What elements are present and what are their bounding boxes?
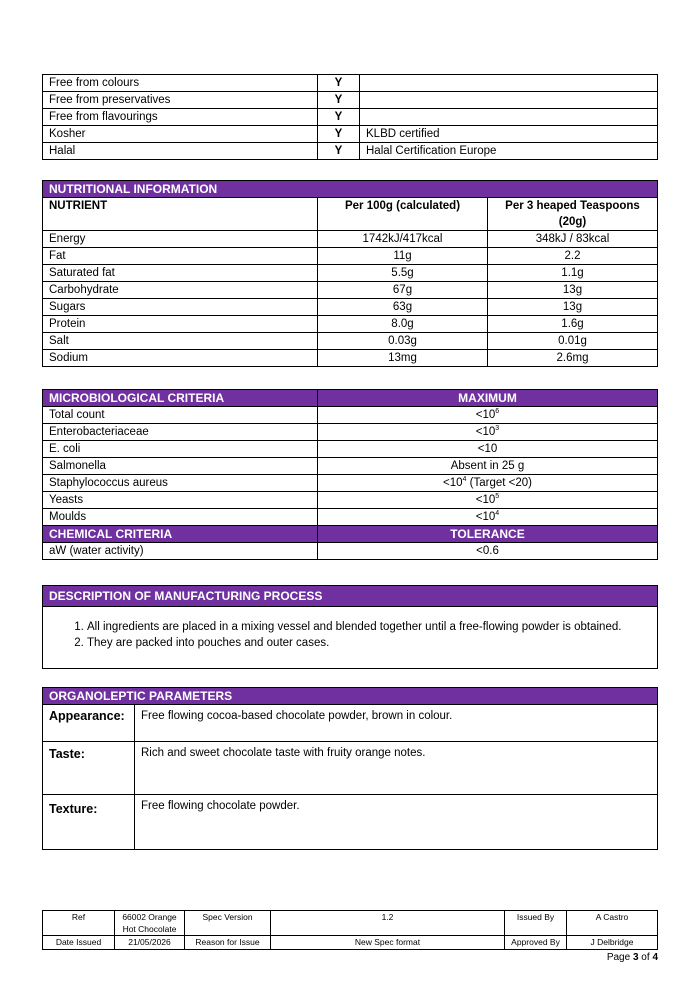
micro-name: Enterobacteriaceae <box>43 424 318 441</box>
nutrition-row <box>43 316 658 333</box>
micro-max-exp: 3 <box>495 425 500 433</box>
micro-table <box>42 389 658 560</box>
issued-by-label: Issued By <box>505 911 567 936</box>
nutrition-row <box>43 350 658 367</box>
micro-row <box>43 441 658 458</box>
nutrient-serving: 1.6g <box>488 316 658 333</box>
nutrient-name: Carbohydrate <box>43 282 318 299</box>
col-per100: Per 100g (calculated) <box>318 198 488 231</box>
approved-value: J Delbridge <box>567 936 658 950</box>
free-from-label: Free from flavourings <box>43 109 318 126</box>
free-from-note <box>360 75 658 92</box>
micro-col-max: MAXIMUM <box>318 390 658 407</box>
organoleptic-row <box>43 705 658 742</box>
free-from-note <box>360 109 658 126</box>
footer-row-1 <box>43 911 658 936</box>
micro-max-base: <10 <box>475 511 496 523</box>
spec-value: 1.2 <box>271 911 505 936</box>
free-from-label: Halal <box>43 143 318 160</box>
nutrition-column-headers <box>43 198 658 231</box>
micro-header-row <box>43 390 658 407</box>
date-label: Date Issued <box>43 936 115 950</box>
nutrient-per100: 11g <box>318 248 488 265</box>
nutrient-name: Sugars <box>43 299 318 316</box>
free-from-table <box>42 74 658 160</box>
organoleptic-label: Taste: <box>43 742 135 795</box>
micro-max-exp: 6 <box>495 408 500 416</box>
process-step: 2. They are packed into pouches and outer cases. <box>87 635 657 651</box>
nutrient-name: Energy <box>43 231 318 248</box>
nutrient-serving: 2.2 <box>488 248 658 265</box>
organoleptic-value: Rich and sweet chocolate taste with fruity orange notes. <box>135 742 658 795</box>
micro-max <box>318 458 658 475</box>
nutrient-name: Fat <box>43 248 318 265</box>
micro-name: Salmonella <box>43 458 318 475</box>
approved-label: Approved By <box>505 936 567 950</box>
footer-table <box>42 910 658 950</box>
nutrition-row <box>43 282 658 299</box>
page-total: 4 <box>652 952 658 963</box>
free-from-label: Kosher <box>43 126 318 143</box>
micro-name: Yeasts <box>43 492 318 509</box>
process-section <box>42 585 658 669</box>
nutrient-serving: 13g <box>488 282 658 299</box>
page-number <box>607 952 658 963</box>
micro-title: MICROBIOLOGICAL CRITERIA <box>43 390 318 407</box>
micro-max <box>318 475 658 492</box>
free-from-note <box>360 92 658 109</box>
micro-row <box>43 458 658 475</box>
ref-label: Ref <box>43 911 115 936</box>
nutrient-serving: 348kJ / 83kcal <box>488 231 658 248</box>
chem-col-tol: TOLERANCE <box>318 526 658 543</box>
chem-name: aW (water activity) <box>43 543 318 560</box>
free-from-flag: Y <box>318 109 360 126</box>
nutrition-row <box>43 248 658 265</box>
micro-name: E. coli <box>43 441 318 458</box>
micro-max-base: Absent in 25 g <box>450 460 525 472</box>
micro-max <box>318 407 658 424</box>
micro-max-base: <10 <box>443 477 463 489</box>
nutrient-serving: 2.6mg <box>488 350 658 367</box>
chem-row <box>43 543 658 560</box>
date-value: 21/05/2026 <box>115 936 185 950</box>
free-from-note: KLBD certified <box>360 126 658 143</box>
free-from-flag: Y <box>318 75 360 92</box>
free-from-label: Free from colours <box>43 75 318 92</box>
chem-value: <0.6 <box>318 543 658 560</box>
nutrition-row <box>43 231 658 248</box>
process-steps <box>43 619 657 651</box>
micro-max-base: <10 <box>475 409 496 421</box>
free-from-note: Halal Certification Europe <box>360 143 658 160</box>
free-from-row <box>43 126 658 143</box>
micro-row <box>43 424 658 441</box>
micro-row <box>43 509 658 526</box>
nutrient-name: Sodium <box>43 350 318 367</box>
nutrient-serving: 1.1g <box>488 265 658 282</box>
page-prefix: Page <box>606 952 633 963</box>
nutrient-per100: 8.0g <box>318 316 488 333</box>
chem-header-row <box>43 526 658 543</box>
reason-label: Reason for Issue <box>185 936 271 950</box>
organoleptic-label: Appearance: <box>43 705 135 742</box>
spec-label: Spec Version <box>185 911 271 936</box>
micro-max-base: <10 <box>475 426 496 438</box>
nutrient-name: Salt <box>43 333 318 350</box>
nutrient-per100: 63g <box>318 299 488 316</box>
nutrition-title: NUTRITIONAL INFORMATION <box>43 181 658 198</box>
organoleptic-table <box>42 687 658 850</box>
micro-name: Moulds <box>43 509 318 526</box>
nutrient-per100: 5.5g <box>318 265 488 282</box>
free-from-row <box>43 143 658 160</box>
nutrition-row <box>43 299 658 316</box>
organoleptic-row <box>43 742 658 795</box>
micro-max <box>318 441 658 458</box>
free-from-row <box>43 75 658 92</box>
footer-row-2 <box>43 936 658 950</box>
micro-max <box>318 424 658 441</box>
micro-max-exp: 4 <box>495 510 500 518</box>
col-nutrient: NUTRIENT <box>43 198 318 231</box>
micro-max-suffix: (Target <20) <box>466 477 532 489</box>
process-step: 1. All ingredients are placed in a mixing vessel and blended together until a free-flowing powder is obtained. <box>87 619 657 635</box>
nutrition-row <box>43 333 658 350</box>
process-title: DESCRIPTION OF MANUFACTURING PROCESS <box>43 586 657 607</box>
micro-name: Total count <box>43 407 318 424</box>
free-from-label: Free from preservatives <box>43 92 318 109</box>
page-sep: of <box>638 952 653 963</box>
organoleptic-value: Free flowing chocolate powder. <box>135 795 658 850</box>
free-from-flag: Y <box>318 143 360 160</box>
organoleptic-value: Free flowing cocoa-based chocolate powder, brown in colour. <box>135 705 658 742</box>
nutrient-serving: 0.01g <box>488 333 658 350</box>
micro-name: Staphylococcus aureus <box>43 475 318 492</box>
nutrition-row <box>43 265 658 282</box>
organoleptic-row <box>43 795 658 850</box>
free-from-flag: Y <box>318 126 360 143</box>
col-serving: Per 3 heaped Teaspoons (20g) <box>488 198 658 231</box>
micro-row <box>43 475 658 492</box>
nutrient-per100: 67g <box>318 282 488 299</box>
page-current: 3 <box>632 952 639 963</box>
micro-max-base: <10 <box>477 443 498 455</box>
organoleptic-header-row <box>43 688 658 705</box>
free-from-row <box>43 92 658 109</box>
ref-value: 66002 Orange Hot Chocolate <box>115 911 185 936</box>
nutrition-header-row <box>43 181 658 198</box>
reason-value: New Spec format <box>271 936 505 950</box>
micro-max-exp: 5 <box>495 493 500 501</box>
nutrient-per100: 1742kJ/417kcal <box>318 231 488 248</box>
free-from-row <box>43 109 658 126</box>
issued-by-value: A Castro <box>567 911 658 936</box>
micro-row <box>43 492 658 509</box>
micro-max-exp: 4 <box>462 476 467 484</box>
nutrient-per100: 0.03g <box>318 333 488 350</box>
micro-max <box>318 509 658 526</box>
nutrient-per100: 13mg <box>318 350 488 367</box>
organoleptic-label: Texture: <box>43 795 135 850</box>
nutrient-name: Protein <box>43 316 318 333</box>
micro-max-base: <10 <box>475 494 496 506</box>
free-from-flag: Y <box>318 92 360 109</box>
nutrient-serving: 13g <box>488 299 658 316</box>
micro-max <box>318 492 658 509</box>
nutrition-table <box>42 180 658 367</box>
micro-row <box>43 407 658 424</box>
organoleptic-title: ORGANOLEPTIC PARAMETERS <box>43 688 658 705</box>
chem-title: CHEMICAL CRITERIA <box>43 526 318 543</box>
nutrient-name: Saturated fat <box>43 265 318 282</box>
